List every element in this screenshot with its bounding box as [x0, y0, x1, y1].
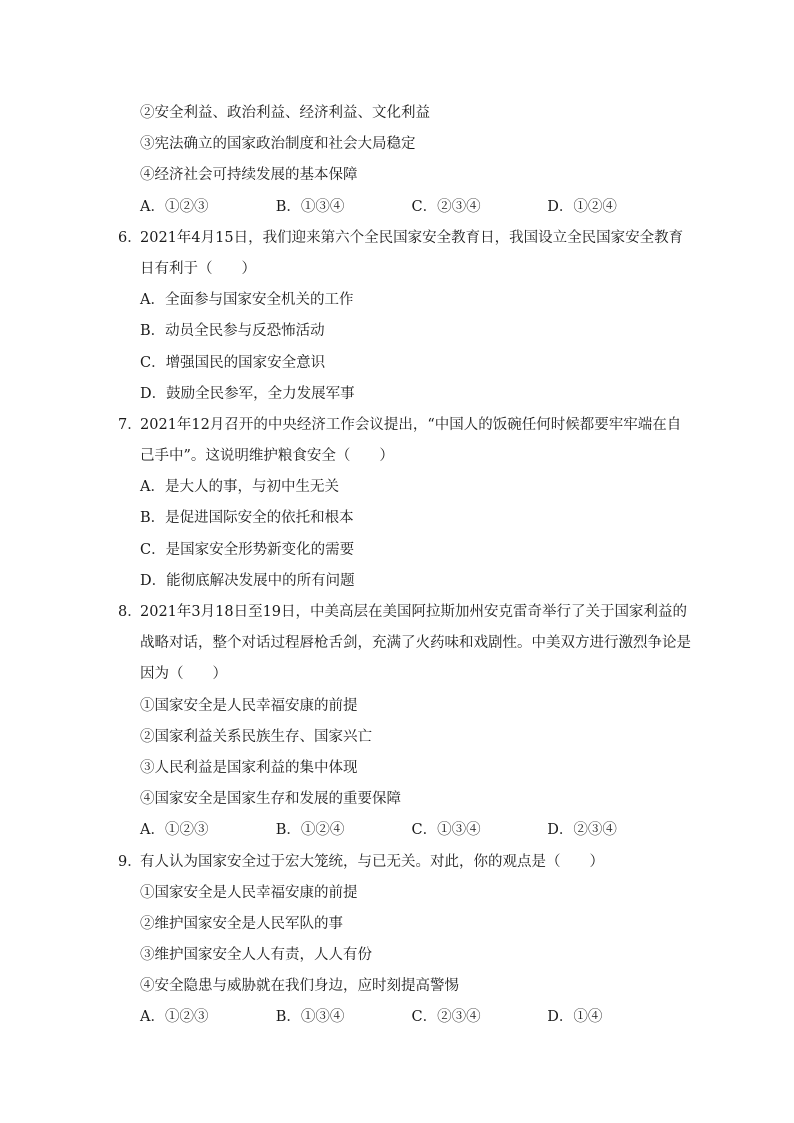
q8-stem-line-2: 战略对话，整个对话过程唇枪舌剑，充满了火药味和戏剧性。中美双方进行激烈争论是 [140, 635, 691, 652]
q5-choice-b: B．①③④ [275, 198, 345, 215]
q6-stem-1: 2021年4月15日，我们迎来第六个全民国家安全教育日，我国设立全民国家安全教育 [140, 229, 684, 246]
q9-stem-line-1 [118, 847, 683, 878]
q7-option-a: A．是大人的事，与初中生无关 [140, 479, 339, 496]
q7-option-c: C．是国家安全形势新变化的需要 [140, 541, 355, 558]
q7-stem-line-2: 己手中”。这说明维护粮食安全（ ） [140, 448, 394, 465]
q6-option-d: D．鼓励全民参军，全力发展军事 [140, 385, 355, 402]
q8-choice-a: A．①②③ [140, 822, 209, 839]
q7-stem-line-1 [118, 410, 683, 441]
q8-choice-b: B．①②④ [275, 822, 345, 839]
q8-choice-d: D．②③④ [547, 822, 617, 839]
q6-option-c: C．增强国民的国家安全意识 [140, 354, 326, 371]
q9-number: 9． [118, 853, 142, 870]
q6-stem-line-2: 日有利于（ ） [140, 260, 256, 277]
q6-option-b: B．动员全民参与反恐怖活动 [140, 323, 325, 340]
q5-item-2: ②安全利益、政治利益、经济利益、文化利益 [140, 105, 430, 121]
q7-option-d: D．能彻底解决发展中的所有问题 [140, 572, 355, 589]
q7-option-b: B．是促进国际安全的依托和根本 [140, 510, 354, 527]
q5-item-3: ③宪法确立的国家政治制度和社会大局稳定 [140, 136, 416, 153]
q6-number: 6． [118, 229, 142, 246]
q8-item-1: ①国家安全是人民幸福安康的前提 [140, 697, 358, 714]
q5-choice-d: D．①②④ [547, 198, 617, 215]
q9-item-3: ③维护国家安全人人有责，人人有份 [140, 947, 372, 964]
q6-stem-line-1 [118, 223, 683, 254]
q5-choice-c: C．②③④ [411, 198, 481, 215]
q8-item-4: ④国家安全是国家生存和发展的重要保障 [140, 791, 401, 808]
q6-option-a: A．全面参与国家安全机关的工作 [140, 292, 354, 309]
q9-choice-b: B．①③④ [275, 1009, 345, 1026]
q8-item-3: ③人民利益是国家利益的集中体现 [140, 759, 358, 776]
q5-choice-a: A．①②③ [140, 198, 209, 215]
q9-item-4: ④安全隐患与威胁就在我们身边，应时刻提高警惕 [140, 978, 459, 995]
q7-number: 7． [118, 416, 142, 433]
q9-item-1: ①国家安全是人民幸福安康的前提 [140, 884, 358, 901]
q8-choice-c: C．①③④ [411, 822, 481, 839]
page-content [118, 98, 691, 1034]
q9-item-2: ②维护国家安全是人民军队的事 [140, 915, 343, 932]
q8-item-2: ②国家利益关系民族生存、国家兴亡 [140, 728, 372, 745]
q5-item-4: ④经济社会可持续发展的基本保障 [140, 167, 358, 184]
q9-choices [118, 1002, 683, 1033]
q8-number: 8． [118, 604, 142, 620]
q7-stem-1: 2021年12月召开的中央经济工作会议提出，“中国人的饭碗任何时候都要牢牢端在自 [140, 416, 682, 433]
q8-choices [118, 815, 683, 846]
q9-choice-c: C．②③④ [411, 1009, 481, 1026]
q9-choice-a: A．①②③ [140, 1009, 209, 1026]
q9-stem-1: 有人认为国家安全过于宏大笼统，与已无关。对此，你的观点是（ ） [140, 853, 604, 870]
q8-stem-1: 2021年3月18日至19日，中美高层在美国阿拉斯加州安克雷奇举行了关于国家利益的 [140, 604, 688, 620]
q5-choices [118, 192, 683, 223]
q8-stem-line-3: 因为（ ） [140, 666, 227, 683]
q9-choice-d: D．①④ [547, 1009, 603, 1026]
q8-stem-line-1 [118, 597, 688, 628]
